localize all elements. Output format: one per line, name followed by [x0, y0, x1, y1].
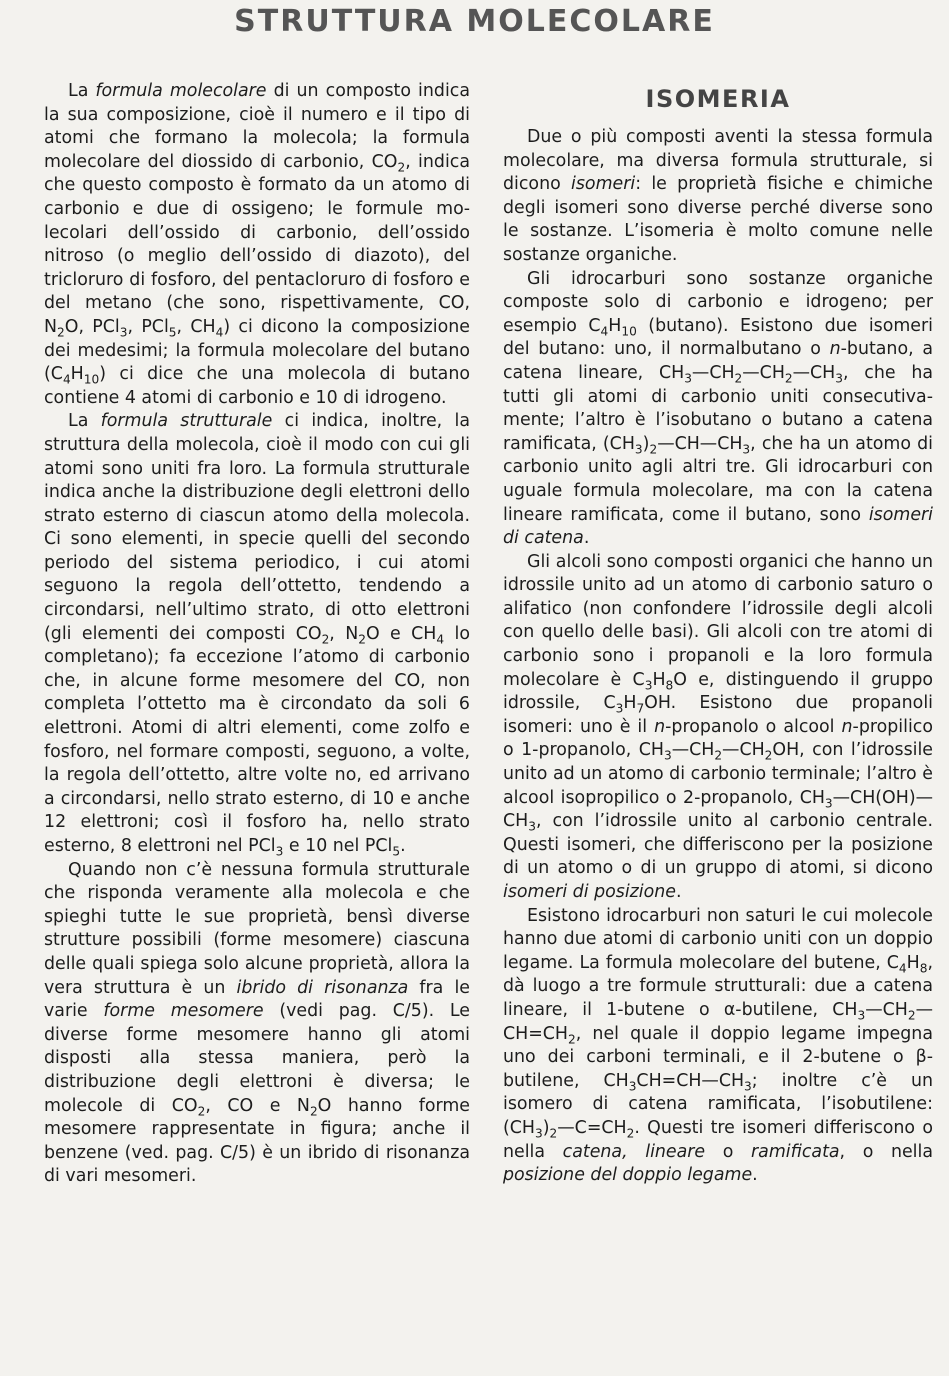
text-run: , che ha tutti gli atomi di carbonio uniti consecutivamente; l’altro è l’isobutano o butano a catena ramificata, (CH — [503, 362, 933, 454]
subscript: 2 — [784, 371, 793, 386]
text-run: , CH — [176, 316, 216, 337]
text-run: ) — [542, 1117, 550, 1138]
text-run: , nel quale il doppio legame impegna uno dei carboni terminali, e il 2-butene o β-butilene, CH — [503, 1023, 933, 1091]
text-run: Due o più composti aventi la stessa formula molecolare, ma diversa formula strutturale, si dicono — [503, 127, 933, 195]
italic-text: catena, lineare — [562, 1141, 706, 1162]
italic-text: posizione del doppio legame — [503, 1165, 753, 1186]
text-run: —CH—CH — [657, 433, 743, 454]
page-title: STRUTTURA MOLECOLARE — [234, 4, 715, 39]
text-run: OH. Esistono due propanoli isomeri: uno è il — [503, 693, 933, 737]
subscript: 2 — [649, 441, 658, 456]
subscript: 3 — [835, 371, 843, 386]
text-run: . Questi tre isomeri differiscono o nella — [503, 1117, 933, 1162]
subscript: 3 — [744, 1079, 752, 1093]
text-run: , o nella — [839, 1141, 933, 1162]
text-run: . — [400, 836, 406, 856]
text-run: —CH — [865, 999, 908, 1020]
text-run: La — [68, 81, 96, 101]
text-run: Gli alcoli sono composti organici che hanno un idrossile unito ad un atomo di carbonio saturo o alifatico (non confondere l’idrossile degli alcoli con quello delle basi). Gli alcoli con tre atomi di carbonio sono i propanoli e la loro formula molecolare è C — [503, 551, 933, 690]
text-run: ci indica, inoltre, la struttura della molecola, cioè il modo con cui gli atomi sono uniti fra loro. La formula strutturale indica anche la distribuzione degli elettroni dello strato esterno di ciascun atomo della molecola. Ci sono elementi, in specie quelli del secondo periodo del sistema periodico, i cui atomi seguono la regola dell’ottetto, tendendo a circondarsi, nell’ultimo strato, di otto elettroni (gli elementi dei composti CO — [44, 411, 470, 644]
italic-text: n — [654, 716, 666, 737]
text-run: . — [583, 528, 590, 549]
paragraph — [503, 905, 933, 1188]
text-run: —CH — [792, 362, 836, 383]
paragraph — [44, 80, 470, 410]
text-run: e 10 nel PCl — [283, 836, 393, 856]
italic-text: isomeri di posizione — [503, 882, 676, 902]
subscript: 3 — [535, 1126, 543, 1141]
subscript: 2 — [57, 325, 65, 340]
text-run: —CH(OH)—CH — [503, 787, 933, 832]
text-run: OH, con l’idrossile unito ad un atomo di carbonio terminale; l’altro è alcool isopropilico o 2-propanolo, CH — [503, 740, 933, 808]
subscript: 4 — [600, 324, 609, 338]
subscript: 4 — [898, 961, 907, 976]
text-run: (butano). Esistono due isomeri del butano: uno, il normalbutano o — [503, 315, 933, 360]
subscript: 2 — [549, 1126, 558, 1141]
text-run: O e, distinguendo il gruppo idrossile, C — [503, 669, 933, 714]
subscript: 2 — [907, 1008, 916, 1023]
paragraph — [44, 410, 470, 858]
paragraph — [44, 859, 470, 1189]
subscript: 3 — [119, 325, 128, 340]
text-run: CH=CH—CH — [636, 1070, 745, 1091]
right-column-body — [503, 126, 933, 1188]
subscript: 2 — [734, 371, 743, 386]
subscript: 3 — [663, 748, 672, 763]
text-run: —C=CH — [557, 1117, 627, 1138]
text-run: Esistono idrocarburi non saturi le cui molecole hanno due atomi di carbonio uniti con un doppio legame. La formula molecolare del butene, C — [503, 905, 933, 973]
subscript: 4 — [215, 325, 224, 340]
subscript: 3 — [528, 819, 536, 834]
text-run: , indica che questo composto è formato da un atomo di carbonio e due di ossigeno; le formule molecolari dell’ossido di carbonio, dell’ossido nitroso (o meglio dell’ossido di diazoto), del tricloruro di fosforo, del pentacloruro di fosforo e del metano (che sono, rispettivamente, CO, N — [44, 151, 470, 337]
italic-text: ramificata — [751, 1141, 840, 1162]
text-run: O, PCl — [64, 316, 120, 337]
text-run: ; inoltre c’è un isomero di catena ramificata, l’isobutilene: (CH — [503, 1070, 933, 1138]
subscript: 10 — [621, 324, 637, 338]
subscript: 4 — [436, 631, 445, 646]
left-column — [44, 80, 470, 1189]
text-run: ) ci dice che una molecola di butano contiene 4 atomi di carbonio e 10 di idrogeno. — [44, 364, 470, 408]
text-run: o — [705, 1141, 752, 1162]
subscript: 3 — [742, 441, 751, 456]
italic-text: formula strutturale — [100, 411, 273, 432]
subscript: 8 — [665, 677, 674, 692]
text-run: , che ha un atomo di carbonio unito agli altri tre. Gli idrocarburi con uguale formula molecolare, ma con la catena lineare ramificata, come il butano, sono — [503, 433, 933, 525]
text-run: H — [652, 669, 666, 690]
subscript: 2 — [626, 1126, 635, 1141]
italic-text: formula molecolare — [95, 81, 267, 101]
subscript: 2 — [568, 1031, 576, 1046]
text-run: -propanolo o alcool — [665, 716, 842, 737]
subscript: 3 — [628, 1079, 637, 1093]
text-run: O hanno forme mesomere rappresentate in figura; anche il benzene (ved. pag. C/5) è un ibrido di risonanza di vari mesomeri. — [44, 1095, 470, 1187]
subscript: 2 — [197, 1103, 206, 1118]
subscript: 3 — [857, 1008, 866, 1023]
text-run: , con l’idrossile unito al carbonio centrale. Questi isomeri, che differiscono per la posizione di un atomo o di un gruppo di atomi, si dicono — [503, 811, 933, 879]
text-run: (vedi pag. C/5). Le diverse forme mesomere hanno gli atomi disposti alla stessa maniera, però la distribuzione degli elettroni è diversa; le molecole di CO — [44, 1001, 470, 1116]
text-run: , dà luogo a tre formule strutturali: due a catena lineare, il 1-butene o α-butilene, CH — [503, 952, 933, 1020]
text-run: lo completano); fa eccezione l’atomo di carbonio che, in alcune forme mesomere del CO, non completa l’ottetto ma è circondato da soli 6 elettroni. Atomi di altri elementi, come zolfo e fosforo, nel formare composti, seguono, a volte, la regola dell’ottetto, altre volte no, ed arrivano a circondarsi, nello strato esterno, di 10 e anche 12 elettroni; così il fosforo ha, nello strato esterno, 8 elettroni nel PCl — [44, 623, 470, 856]
subscript: 2 — [714, 748, 723, 763]
text-run: —CH — [671, 740, 715, 761]
subscript: 3 — [275, 844, 284, 859]
subscript: 2 — [764, 748, 773, 763]
text-run: La — [68, 411, 101, 432]
text-run: ) — [642, 433, 650, 454]
subscript: 5 — [168, 325, 177, 340]
text-run: —CH — [742, 362, 785, 383]
text-run: , PCl — [127, 316, 169, 337]
text-run: . — [675, 882, 682, 902]
italic-text: n — [829, 339, 841, 360]
subscript: 7 — [636, 701, 645, 716]
text-run: , N — [329, 623, 359, 644]
italic-text: isomeri di catena — [503, 504, 933, 549]
paragraph — [503, 551, 933, 905]
subscript: 4 — [62, 372, 71, 387]
text-run: , CO e N — [205, 1095, 310, 1116]
text-run: Gli idrocarburi sono sostanze organiche composte solo di carbonio e idrogeno; per esempio C — [503, 268, 933, 336]
text-run: ) ci dicono la composizione dei medesimi; la formula molecolare del butano (C — [44, 316, 470, 385]
text-run: H — [623, 693, 637, 714]
subscript: 2 — [397, 160, 406, 175]
subscript: 3 — [634, 441, 643, 456]
italic-text: isomeri — [571, 174, 636, 195]
italic-text: n — [841, 716, 853, 737]
subscript: 2 — [358, 631, 366, 646]
text-run: fra le varie — [44, 977, 470, 1022]
text-run: H — [70, 364, 84, 385]
text-run: —CH — [691, 362, 735, 383]
text-run: -butano, a catena lineare, CH — [503, 339, 934, 383]
text-run: O e CH — [365, 623, 437, 644]
section-title-isomeria: ISOMERIA — [645, 85, 791, 113]
subscript: 2 — [309, 1103, 318, 1118]
italic-text: forme mesomere — [103, 1001, 264, 1022]
right-column — [503, 80, 933, 1188]
paragraph — [503, 268, 933, 551]
subscript: 3 — [824, 795, 833, 810]
text-run: di un composto indica la sua composizione, cioè il numero e il tipo di atomi che formano la molecola; la formula molecolare del diossido di carbonio, CO — [44, 81, 471, 172]
subscript: 3 — [684, 371, 692, 386]
text-run: . — [752, 1165, 758, 1186]
italic-text: ibrido di risonanza — [236, 977, 409, 998]
subscript: 3 — [615, 701, 624, 716]
text-run: —CH — [722, 740, 765, 761]
subscript: 3 — [644, 677, 653, 692]
text-run: : le proprietà fisiche e chimiche degli isomeri sono diverse perché diverse sono le sostanze. L’isomeria è molto comune nelle sostanze organiche. — [503, 174, 933, 265]
text-run: H — [608, 315, 622, 336]
text-run: Quando non c’è nessuna formula strutturale che risponda veramente alla molecola e che spieghi tutte le sue proprietà, bensì diverse strutture possibili (forme mesomere) ciascuna delle quali spiega solo alcune proprietà, allora la vera struttura è un — [44, 859, 470, 998]
paragraph — [503, 126, 933, 268]
subscript: 8 — [919, 961, 928, 976]
text-run: —CH=CH — [503, 999, 933, 1044]
text-run: H — [906, 952, 920, 973]
text-run: -propilico o 1-propanolo, CH — [503, 716, 934, 761]
subscript: 10 — [83, 372, 100, 387]
subscript: 5 — [392, 844, 401, 859]
subscript: 2 — [321, 631, 330, 646]
